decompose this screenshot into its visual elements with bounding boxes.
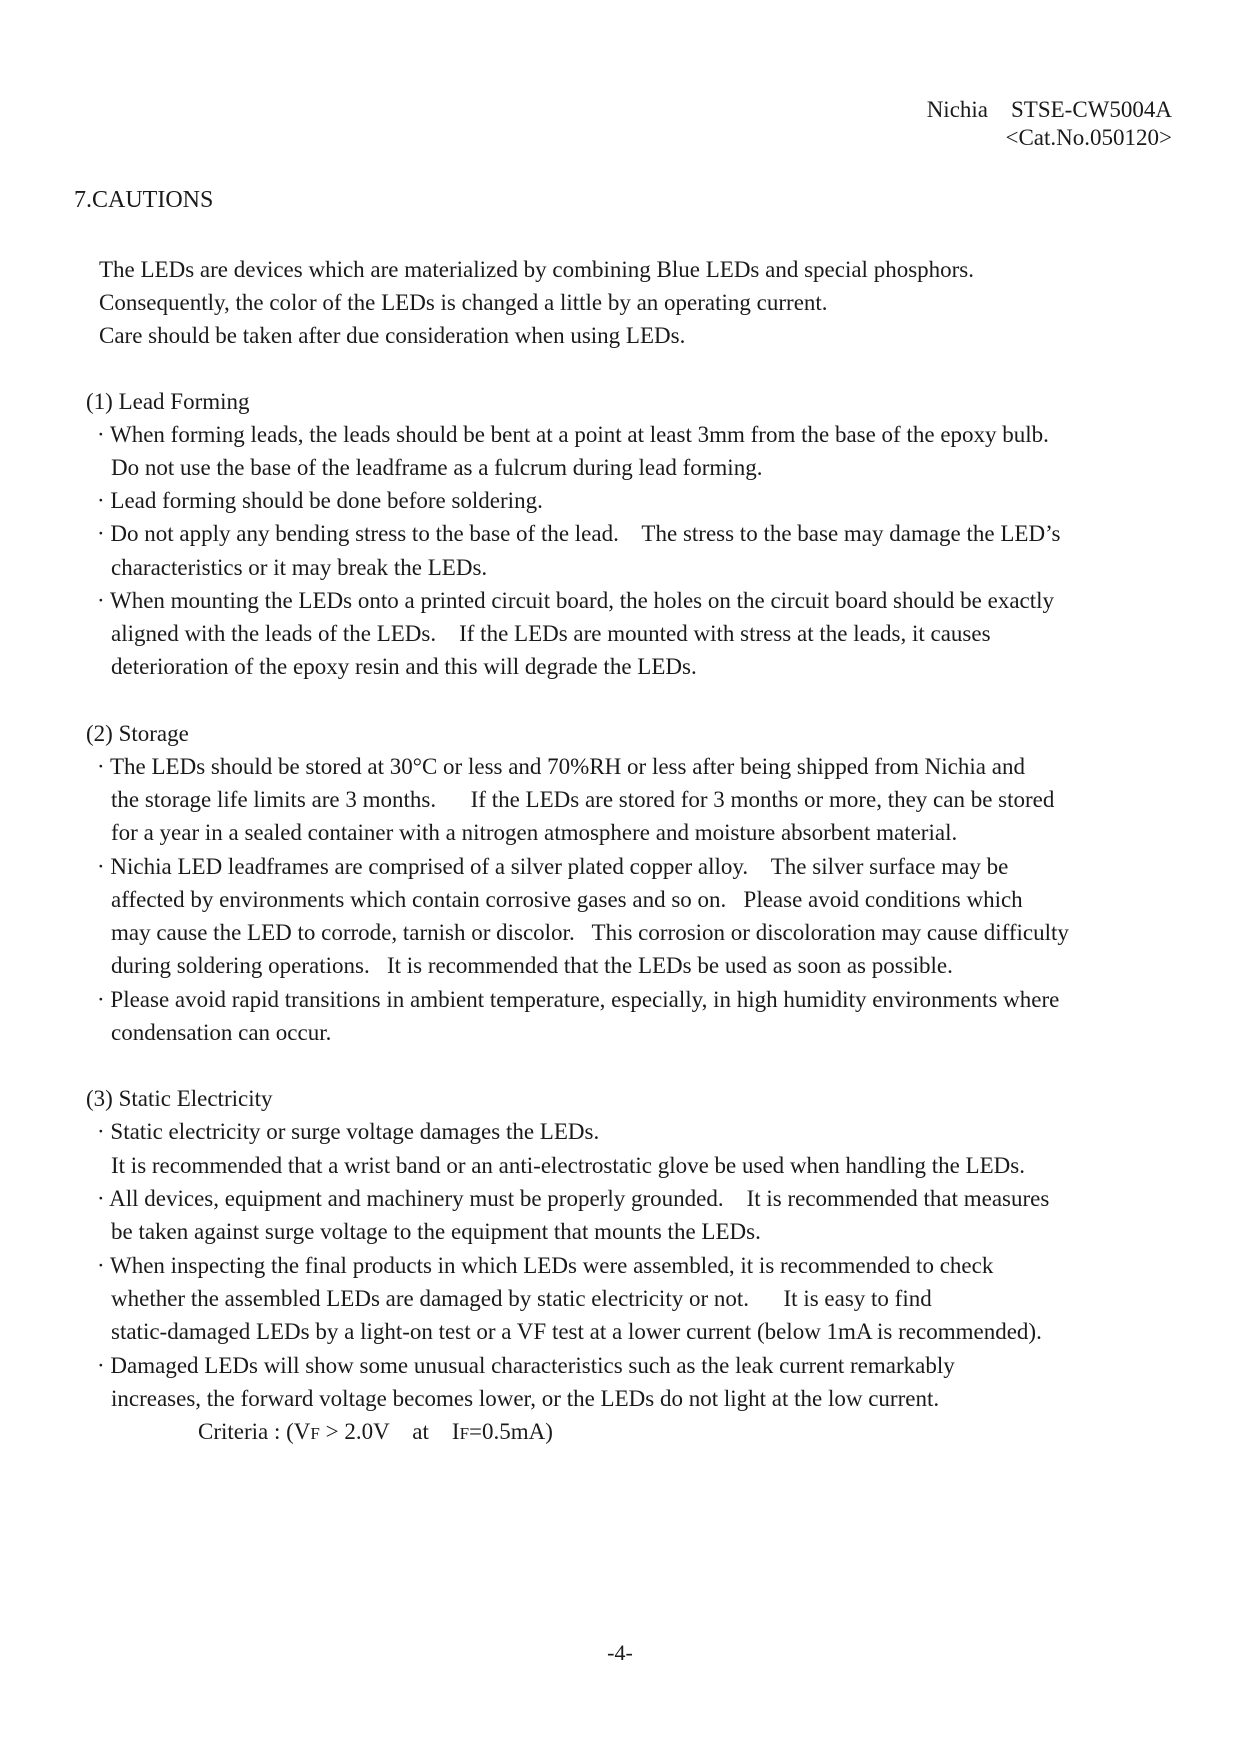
storage-line: · Please avoid rapid transitions in ambient temperature, especially, in high humidity environments where (97, 987, 1060, 1012)
static-line: · Static electricity or surge voltage damages the LEDs. (97, 1119, 600, 1144)
storage-line: may cause the LED to corrode, tarnish or discolor. This corrosion or discoloration may cause difficulty (111, 920, 1069, 945)
criteria-suffix: =0.5mA) (469, 1419, 553, 1444)
section-title: 7.CAUTIONS (74, 187, 214, 213)
storage-line: the storage life limits are 3 months. If the LEDs are stored for 3 months or more, they can be stored (111, 787, 1055, 812)
header-cat-no: <Cat.No.050120> (1005, 125, 1172, 150)
criteria-if-subscript: F (459, 1424, 470, 1443)
static-line: increases, the forward voltage becomes lower, or the LEDs do not light at the low current. (111, 1386, 940, 1411)
storage-line: for a year in a sealed container with a nitrogen atmosphere and moisture absorbent material. (111, 820, 958, 845)
static-line: · All devices, equipment and machinery must be properly grounded. It is recommended that measures (97, 1186, 1050, 1211)
lead-forming-line: · When mounting the LEDs onto a printed circuit board, the holes on the circuit board should be exactly (97, 588, 1055, 613)
page-number: -4- (607, 1640, 633, 1665)
lead-forming-line: · Lead forming should be done before soldering. (97, 488, 543, 513)
storage-line: condensation can occur. (111, 1020, 332, 1045)
intro-line: The LEDs are devices which are materialized by combining Blue LEDs and special phosphors. (99, 257, 974, 282)
static-line: · Damaged LEDs will show some unusual characteristics such as the leak current remarkably (97, 1353, 955, 1378)
criteria-vf-subscript: F (310, 1424, 320, 1443)
storage-line: affected by environments which contain corrosive gases and so on. Please avoid conditions which (111, 887, 1023, 912)
storage-line: · Nichia LED leadframes are comprised of a silver plated copper alloy. The silver surface may be (97, 854, 1009, 879)
header-doc-id: Nichia STSE-CW5004A (926, 97, 1172, 122)
static-line: static-damaged LEDs by a light-on test or a VF test at a lower current (below 1mA is recommended). (111, 1319, 1042, 1344)
intro-line: Consequently, the color of the LEDs is changed a little by an operating current. (99, 290, 828, 315)
static-line: · When inspecting the final products in which LEDs were assembled, it is recommended to check (97, 1253, 994, 1278)
static-heading: (3) Static Electricity (86, 1086, 273, 1111)
lead-forming-line: · When forming leads, the leads should be bent at a point at least 3mm from the base of the epoxy bulb. (97, 422, 1049, 447)
criteria-mid: > 2.0V at I (319, 1419, 460, 1444)
intro-line: Care should be taken after due consideration when using LEDs. (99, 323, 686, 348)
lead-forming-line: deterioration of the epoxy resin and this will degrade the LEDs. (111, 654, 697, 679)
static-line: whether the assembled LEDs are damaged by static electricity or not. It is easy to find (111, 1286, 932, 1311)
lead-forming-line: aligned with the leads of the LEDs. If the LEDs are mounted with stress at the leads, it causes (111, 621, 991, 646)
storage-heading: (2) Storage (86, 721, 189, 746)
lead-forming-line: characteristics or it may break the LEDs. (111, 555, 488, 580)
lead-forming-line: · Do not apply any bending stress to the base of the lead. The stress to the base may damage the LED’s (97, 521, 1061, 546)
storage-line: during soldering operations. It is recommended that the LEDs be used as soon as possible. (111, 953, 953, 978)
lead-forming-line: Do not use the base of the leadframe as a fulcrum during lead forming. (111, 455, 763, 480)
storage-line: · The LEDs should be stored at 30°C or less and 70%RH or less after being shipped from Nichia and (97, 754, 1025, 779)
static-line: It is recommended that a wrist band or an anti-electrostatic glove be used when handling the LEDs. (111, 1153, 1025, 1178)
static-line: be taken against surge voltage to the equipment that mounts the LEDs. (111, 1219, 761, 1244)
criteria-prefix: Criteria : (V (198, 1419, 311, 1444)
criteria-line (198, 1417, 553, 1449)
lead-forming-heading: (1) Lead Forming (86, 389, 250, 414)
